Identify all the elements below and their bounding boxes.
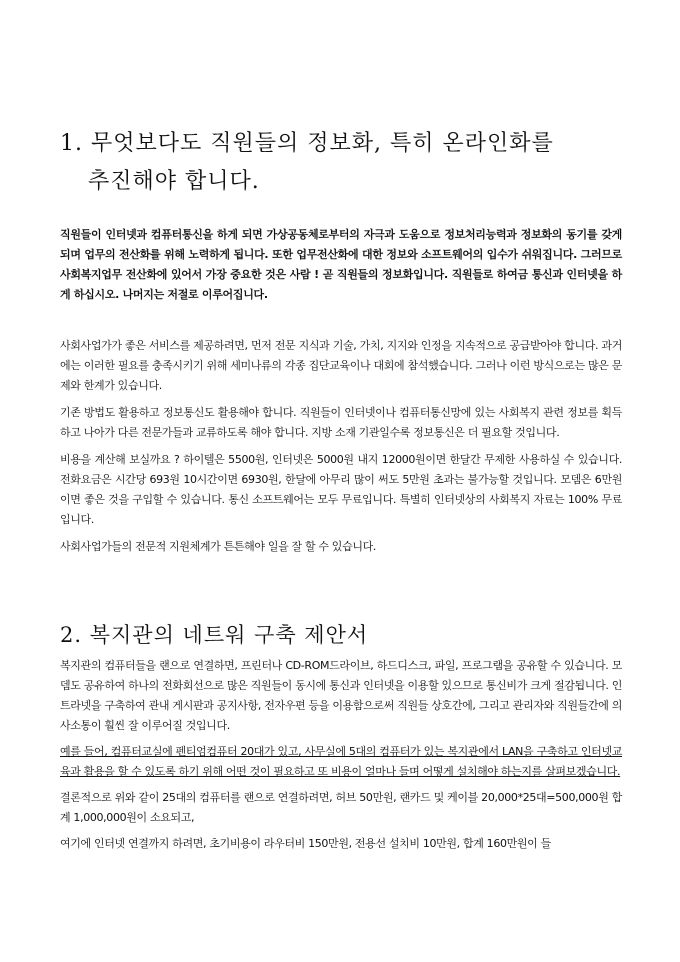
section2-paragraph-2-underlined: 예를 들어, 컴퓨터교실에 펜티엄컴퓨터 20대가 있고, 사무실에 5대의 컴퓨터가 있는 복지관에서 LAN을 구축하고 인터넷교육과 활용을 할 수 있도록 하기 위해 어떤 것이 필요하고 또 비용이 얼마나 들며 어떻게 설치해야 하는지를 살펴보겠습니다. <box>60 745 622 778</box>
section1-paragraph-3: 비용을 계산해 보실까요 ? 하이텔은 5500원, 인터넷은 5000원 내지 12000원이면 한달간 무제한 사용하실 수 있습니다. 전화요금은 시간당 693원 10시간이면 6930원, 한달에 아무리 많이 써도 5만원 초과는 불가능할 것입니다. 모뎀은 6만원이면 좋은 것을 구입할 수 있습니다. 통신 소프트웨어는 모두 무료입니다. 특별히 인터넷상의 사회복지 자료는 100% 무료입니다. <box>60 453 622 526</box>
section2-body <box>60 656 622 860</box>
section1-body <box>60 336 622 564</box>
section1-heading <box>60 125 635 201</box>
section1-paragraph-1: 사회사업가가 좋은 서비스를 제공하려면, 먼저 전문 지식과 기술, 가치, 지지와 인정을 지속적으로 공급받아야 합니다. 과거에는 이러한 필요를 충족시키기 위해 세미나류의 각종 집단교육이나 대회에 참석했습니다. 그러나 이런 방식으로는 많은 문제와 한계가 있습니다. <box>60 339 622 392</box>
section1-heading-line2: 추진해야 합니다. <box>88 169 260 194</box>
section1-paragraph-4: 사회사업가들의 전문적 지원체계가 튼튼해야 일을 잘 할 수 있습니다. <box>60 540 377 553</box>
section1-heading-line1: 1. 무엇보다도 직원들의 정보화, 특히 온라인화를 <box>60 131 554 156</box>
section1-paragraph-2: 기존 방법도 활용하고 정보통신도 활용해야 합니다. 직원들이 인터넷이나 컴퓨터통신망에 있는 사회복지 관련 정보를 획득하고 나아가 다른 전문가들과 교류하도록 해야 합니다. 지방 소재 기관일수록 정보통신은 더 필요할 것입니다. <box>60 406 622 439</box>
section2-paragraph-1: 복지관의 컴퓨터들을 랜으로 연결하면, 프린터나 CD-ROM드라이브, 하드디스크, 파일, 프로그램을 공유할 수 있습니다. 모뎀도 공유하여 하나의 전화회선으로 많은 직원들이 동시에 통신과 인터넷을 이용할 있으므로 통신비가 크게 절감됩니다. 인트라넷을 구축하여 관내 게시판과 공지사항, 전자우편 등을 이용함으로써 직원들 상호간에, 그리고 관리자와 직원들간에 의사소통이 훨씬 잘 이루어질 것입니다. <box>60 659 622 732</box>
section2-paragraph-3: 결론적으로 위와 같이 25대의 컴퓨터를 랜으로 연결하려면, 허브 50만원, 랜카드 및 케이블 20,000*25대=500,000원 합계 1,000,000원이 소요되고, <box>60 791 622 824</box>
section1-lead-paragraph: 직원들이 인터넷과 컴퓨터통신을 하게 되면 가상공동체로부터의 자극과 도움으로 정보처리능력과 정보화의 동기를 갖게 되며 업무의 전산화를 위해 노력하게 됩니다. 또한 업무전산화에 대한 정보와 소프트웨어의 입수가 쉬워집니다. 그러므로 사회복지업무 전산화에 있어서 가장 중요한 것은 사람 ! 곧 직원들의 정보화입니다. 직원들로 하여금 통신과 인터넷을 하게 하십시오. 나머지는 저절로 이루어집니다. <box>60 228 622 301</box>
section2-heading: 2. 복지관의 네트워 구축 제안서 <box>60 623 369 647</box>
section2-paragraph-4: 여기에 인터넷 연결까지 하려면, 초기비용이 라우터비 150만원, 전용선 설치비 10만원, 합계 160만원이 들 <box>60 837 551 850</box>
